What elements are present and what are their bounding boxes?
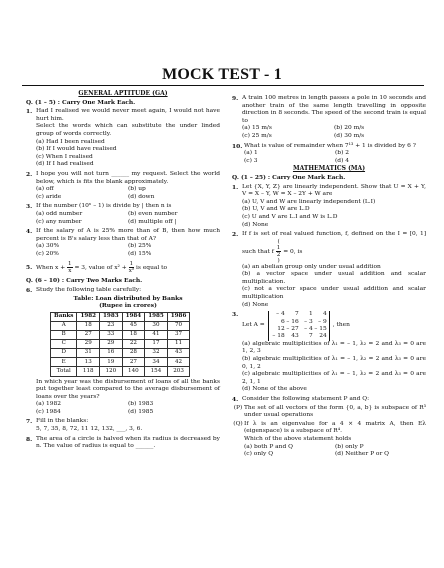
question-text: = 3, value of x² + <box>74 265 127 272</box>
option[interactable]: (b) U, V and W are L.D <box>242 206 310 213</box>
question-text: When x + <box>36 265 66 272</box>
option[interactable]: (d) Neither P or Q <box>335 451 389 458</box>
question-9 <box>232 95 426 141</box>
statement-p: (P) The set of all vectors of the form {0, a, b} is subspace of R³ under usual operations <box>233 404 426 419</box>
option[interactable]: (d) multiple off | <box>128 218 177 225</box>
table-unit: (Rupee in crores) <box>99 302 157 310</box>
question-text: Study the following table carefully: <box>36 287 142 294</box>
option[interactable]: (a) odd number <box>36 210 83 217</box>
right-column <box>232 95 426 459</box>
option[interactable]: (c) aride <box>36 193 62 200</box>
question-10 <box>232 143 426 166</box>
question-text: Consider the following statement P and Q: <box>242 396 370 403</box>
option[interactable]: (a) both P and Q <box>244 443 293 450</box>
option[interactable]: (a) 1982 <box>36 401 61 408</box>
question-number: 4. <box>26 228 33 236</box>
ga-heading: GENERAL APTITUDE (GA) <box>78 90 168 97</box>
option[interactable]: (b) up <box>128 186 146 193</box>
question-number: 2. <box>232 231 239 239</box>
option[interactable]: (b) even number <box>128 210 178 217</box>
question-number: 7. <box>26 418 33 426</box>
question-2 <box>26 171 220 201</box>
option[interactable]: (d) 4 <box>335 157 349 164</box>
question-text: is equal to <box>136 265 168 272</box>
question-4 <box>26 228 220 258</box>
statement-q: (Q) If λ is an eigenvalue for a 4 × 4 matrix A, then Eλ (eigenspace) is a subspace of R⁴. <box>233 420 426 435</box>
question-1 <box>26 108 220 169</box>
option[interactable]: (c) 25 m/s <box>242 132 272 139</box>
question-text: Let {X, Y, Z} are linearly independent. Show that U = X + Y, V = X – Y, W = X – 2Y + W are <box>242 183 426 198</box>
question-text: If the salary of A is 25% more than of B, then how much percent is B's salary less than that of A? <box>36 228 220 242</box>
option[interactable]: (b) If I would have realised <box>36 146 117 153</box>
fraction: ( 1 2 ) <box>276 238 281 264</box>
ma-question-4 <box>232 396 426 404</box>
option[interactable]: (d) down <box>128 193 155 200</box>
question-number: 1. <box>232 183 239 191</box>
option[interactable]: (c) 20% <box>36 250 59 257</box>
question-3 <box>26 203 220 226</box>
option[interactable]: (b) 25% <box>128 243 152 250</box>
question-number: 2. <box>26 170 33 178</box>
option[interactable]: (c) not a vector space under usual addition and scalar multiplication <box>242 286 426 301</box>
option[interactable]: (d) If I had realised <box>36 161 94 168</box>
section-header: Q. (1 – 25) : Carry One Mark Each. <box>232 173 346 181</box>
option[interactable]: (d) None of the above <box>242 386 307 393</box>
question-text: A train 100 metres in length passes a pole in 10 seconds and another train of the same length travelling in opposite direction in 8 seconds. The speed of the second train is equal to <box>242 95 426 124</box>
option[interactable]: (b) 2 <box>335 150 349 157</box>
option[interactable]: (a) Had I been realised <box>36 138 105 145</box>
question-number: 8. <box>26 435 33 443</box>
question-5 <box>26 261 220 274</box>
ma-question-1 <box>232 184 426 230</box>
question-text: If the number (10ⁿ – 1) is divide by | then n is <box>36 203 172 210</box>
question-text: In which year was the disbursement of loans of all the banks put together least compared to the average disbursement of loans over the years? <box>36 378 220 400</box>
loan-table <box>50 312 190 377</box>
left-column <box>26 90 220 451</box>
question-number: 3. <box>232 311 239 319</box>
table-total-row: Total 118 120 140 154 203 <box>51 367 190 376</box>
fraction: $\frac{1}{\text{x²}}$ <box>128 261 135 275</box>
question-number: 10. <box>232 142 243 150</box>
option[interactable]: (b) 1983 <box>128 401 154 408</box>
option[interactable]: (b) algebraic multiplicities of λ₁ = – 1, λ₂ = 2 and λ₃ = 0 are 0, 1, 2 <box>242 356 426 370</box>
option[interactable]: (a) 15 m/s <box>242 125 272 132</box>
question-text: , then <box>332 322 350 329</box>
option[interactable]: (c) U and V are L.I and W is L.D <box>242 213 338 220</box>
option[interactable]: (c) 1984 <box>36 408 61 415</box>
option[interactable]: (b) only P <box>335 443 364 450</box>
option[interactable]: (d) None <box>242 221 269 228</box>
option[interactable]: (a) U, V and W are linearly independent (L.I) <box>242 198 376 205</box>
option[interactable]: (c) When I realised <box>36 153 93 160</box>
option[interactable]: (c) algebraic multiplicities of λ₁ = – 1, λ₂ = 2 and λ₃ = 0 are 2, 1, 1 <box>242 371 426 385</box>
option[interactable]: (d) 30 m/s <box>334 132 365 139</box>
question-text: I hope you will not turn ______ my request. Select the world below, which is fits the blank approximately. <box>36 170 220 185</box>
question-text: The area of a circle is halved when its radius is decreased by n. The value of radius is equal to ______. <box>36 435 220 450</box>
option[interactable]: (a) 1 <box>244 150 258 157</box>
option[interactable]: (c) any number <box>36 218 82 225</box>
option[interactable]: (a) algebraic multiplicities of λ₁ = – 1, λ₂ = 2 and λ₃ = 0 are 1, 2, 3 <box>242 340 426 355</box>
option[interactable]: (b) 20 m/s <box>334 125 365 132</box>
question-number: 3. <box>26 203 33 211</box>
option[interactable]: (a) 30% <box>36 243 60 250</box>
question-8 <box>26 436 220 451</box>
question-number: 9. <box>232 95 239 102</box>
question-text: If f is set of real valued function, f, defined on the I = [0, 1] such that f ( 1 2 ) = 0, is <box>242 231 426 264</box>
question-7 <box>26 418 220 433</box>
table-caption: Table: Loan distributed by Banks <box>73 294 183 302</box>
question-6 <box>26 287 220 416</box>
option[interactable]: (c) only Q <box>244 451 274 458</box>
question-subtext: Select the words which can substitute the under linded group of words correctly. <box>36 123 220 137</box>
table-row: C 29 29 22 17 11 <box>51 340 190 349</box>
question-text: Fill in the blanks: <box>36 418 89 425</box>
question-number: 6. <box>26 287 33 295</box>
option[interactable]: (a) off <box>36 186 54 193</box>
option[interactable]: (d) None <box>242 301 269 308</box>
question-text: What is value of remainder when 7¹³ + 1 is divided by 6 ? <box>244 142 416 149</box>
option[interactable]: (b) a vector space under usual addition and scalar multiplication. <box>242 271 426 285</box>
page-title: MOCK TEST - 1 <box>162 66 282 83</box>
table-row: E 13 19 27 34 42 <box>51 358 190 367</box>
option[interactable]: (d) 15% <box>128 250 152 257</box>
question-number: 4. <box>232 396 239 404</box>
question-text: Had I realised we would never meet again, I would not have hurt him. <box>36 108 220 122</box>
table-row: A 18 23 45 30 70 <box>51 321 190 330</box>
section-header: Q. (1 – 5) : Carry One Mark Each. <box>26 98 136 106</box>
fraction: $\frac{1}{x}$ <box>68 261 72 275</box>
ma-heading: MATHEMATICS (MA) <box>292 165 366 173</box>
sequence: 5, 7, 35, 8, 72, 11 12, 132, ___, 3, 6. <box>36 426 143 433</box>
section-header: Q. (6 – 10) : Carry Two Marks Each. <box>26 277 143 285</box>
ma-question-3 <box>232 311 426 394</box>
table-header-row: Banks 1982 1983 1984 1985 1986 <box>51 312 190 321</box>
question-number: 1. <box>26 108 33 116</box>
ma-question-2 <box>232 231 426 309</box>
title-rule <box>22 85 424 86</box>
question-text: Let A = <box>242 322 265 329</box>
option[interactable]: (a) an abelian group only under usual addition <box>242 263 381 270</box>
table-row: D 31 16 28 32 43 <box>51 349 190 358</box>
table-row: B 27 33 18 41 37 <box>51 331 190 340</box>
matrix-a: – 4 7 1 4 6 – 16 – 3 – 9 12 – 27 – 4 – 15 – 18 43 7 24 <box>268 311 330 341</box>
option[interactable]: (d) 1985 <box>128 408 154 415</box>
question-number: 5. <box>26 264 33 272</box>
question-text: Which of the above statement holds <box>244 436 352 442</box>
option[interactable]: (c) 3 <box>244 157 258 164</box>
